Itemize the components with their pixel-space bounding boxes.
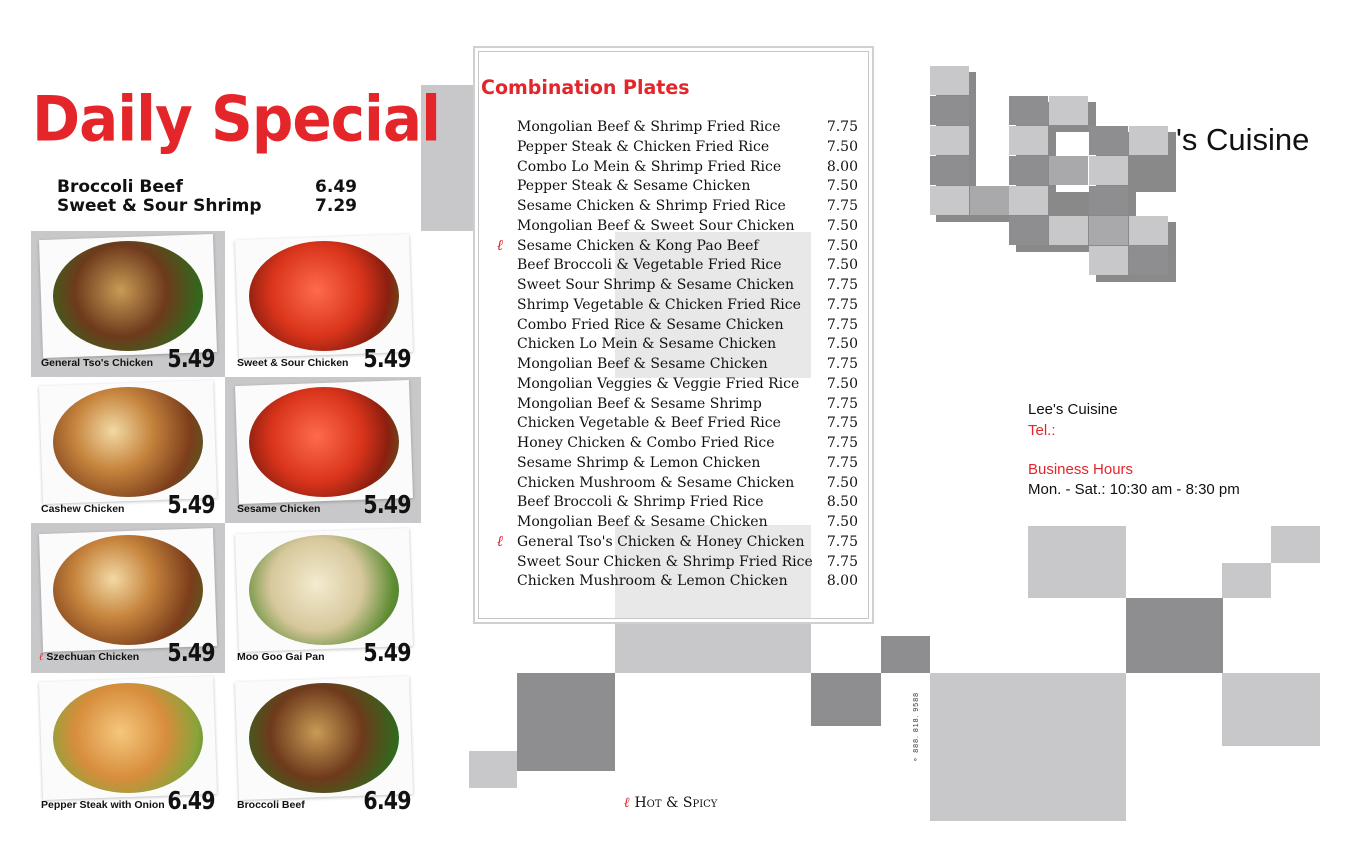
- combination-item-price: 8.00: [826, 573, 858, 590]
- dish-photo: [249, 241, 399, 351]
- combination-item: [517, 138, 858, 157]
- combination-item-name: Sesame Chicken & Kong Pao Beef: [517, 237, 759, 254]
- tel-label: Tel.:: [1028, 422, 1056, 439]
- combination-item-name: Chicken Mushroom & Sesame Chicken: [517, 474, 795, 491]
- phone-note: [912, 692, 924, 802]
- dish-card: [227, 673, 421, 819]
- dish-photo: [249, 535, 399, 645]
- dish-name: ℓ Szechuan Chicken: [39, 651, 140, 663]
- combination-item-name: Sweet Sour Shrimp & Sesame Chicken: [517, 277, 795, 293]
- combination-item-price: 7.75: [826, 533, 858, 550]
- combination-item-price: 7.75: [826, 316, 858, 333]
- combination-item-name: Combo Fried Rice & Sesame Chicken: [517, 316, 784, 333]
- daily-special-title: Daily Special: [32, 82, 440, 156]
- combination-item-price: 7.50: [826, 217, 858, 234]
- restaurant-name: Lee's Cuisine: [1028, 401, 1118, 418]
- combination-item-name: Combo Lo Mein & Shrimp Fried Rice: [517, 158, 782, 175]
- combination-item-name: Beef Broccoli & Shrimp Fried Rice: [517, 494, 764, 511]
- dish-price: 5.49: [167, 638, 215, 667]
- combination-item-name: Shrimp Vegetable & Chicken Fried Rice: [517, 296, 801, 313]
- combination-item-price: 7.75: [826, 395, 858, 412]
- combination-item-name: Sesame Chicken & Shrimp Fried Rice: [517, 198, 786, 214]
- combination-item: [517, 395, 858, 414]
- daily-special-item-price: 6.49: [315, 177, 357, 197]
- dish-card: [227, 377, 421, 523]
- combination-item-price: 7.75: [826, 356, 858, 372]
- combination-item: [517, 177, 858, 196]
- combination-item-price: 7.75: [826, 553, 858, 570]
- combination-item-price: 7.50: [826, 474, 858, 491]
- dish-price: 5.49: [167, 344, 215, 373]
- dish-card: [31, 377, 225, 523]
- combination-title: Combination Plates: [481, 76, 690, 100]
- dish-card: [31, 673, 225, 819]
- combination-item: [517, 533, 858, 552]
- combination-item: [517, 572, 858, 591]
- daily-special-item-price: 7.29: [315, 196, 357, 216]
- business-hours: Mon. - Sat.: 10:30 am - 8:30 pm: [1028, 481, 1240, 498]
- combination-item-name: Mongolian Beef & Sesame Chicken: [517, 514, 768, 530]
- dish-photo: [53, 683, 203, 793]
- combination-item: [517, 118, 858, 137]
- daily-special-item-name: Sweet & Sour Shrimp: [57, 196, 262, 216]
- daily-special-item-name: Broccoli Beef: [57, 177, 183, 197]
- phone-number: ⚬ 888. 818. 9588: [913, 692, 920, 763]
- combination-item-name: Chicken Mushroom & Lemon Chicken: [517, 573, 788, 590]
- dish-card: [31, 231, 225, 377]
- combination-item: [517, 474, 858, 493]
- combination-item: [517, 375, 858, 394]
- combination-item-price: 8.50: [826, 494, 858, 511]
- combination-item-name: Chicken Vegetable & Beef Fried Rice: [517, 415, 781, 432]
- dish-photo: [53, 535, 203, 645]
- combination-item-name: Pepper Steak & Sesame Chicken: [517, 178, 751, 195]
- combination-item: [517, 513, 858, 532]
- combination-item-price: 7.50: [826, 336, 858, 353]
- combination-item-name: Mongolian Beef & Shrimp Fried Rice: [517, 119, 781, 135]
- combination-item-price: 7.50: [826, 375, 858, 392]
- combination-item-name: Mongolian Beef & Sesame Shrimp: [517, 395, 762, 412]
- dish-price: 5.49: [363, 344, 411, 373]
- dish-card: [31, 525, 225, 671]
- combination-item: [517, 335, 858, 354]
- combination-item-price: 7.75: [826, 119, 858, 135]
- combination-item-price: 7.75: [826, 454, 858, 471]
- dish-price: 6.49: [363, 786, 411, 815]
- combination-item-price: 8.00: [826, 158, 858, 175]
- combination-item: [517, 158, 858, 177]
- combination-item: [517, 217, 858, 236]
- combination-item-price: 7.75: [826, 277, 858, 293]
- dish-price: 5.49: [167, 490, 215, 519]
- dish-photo: [249, 387, 399, 497]
- dish-card: [227, 231, 421, 377]
- dish-name: Cashew Chicken: [41, 503, 125, 515]
- combination-item-name: Chicken Lo Mein & Sesame Chicken: [517, 336, 777, 353]
- combination-item: [517, 256, 858, 275]
- combination-item-name: Honey Chicken & Combo Fried Rice: [517, 435, 775, 451]
- dish-name: Sweet & Sour Chicken: [237, 357, 349, 369]
- combination-item-price: 7.75: [826, 198, 858, 214]
- combination-item-price: 7.50: [826, 178, 858, 195]
- business-hours-label: Business Hours: [1028, 461, 1134, 478]
- lee-logo: [928, 64, 1178, 290]
- combination-item-price: 7.50: [826, 138, 858, 155]
- dish-price: 5.49: [363, 638, 411, 667]
- dish-name: Broccoli Beef: [237, 799, 305, 811]
- combination-item-price: 7.50: [826, 237, 858, 254]
- combination-item: [517, 434, 858, 453]
- chili-pepper-icon: ℓ: [497, 531, 504, 550]
- combination-item: [517, 276, 858, 295]
- combination-item-name: Sweet Sour Chicken & Shrimp Fried Rice: [517, 553, 813, 570]
- dish-name: Pepper Steak with Onion: [41, 799, 165, 811]
- daily-special-item: [57, 196, 357, 216]
- combination-item-name: Beef Broccoli & Vegetable Fried Rice: [517, 257, 782, 274]
- combination-item: [517, 454, 858, 473]
- logo-suffix: 's Cuisine: [1176, 122, 1310, 157]
- combination-item-price: 7.50: [826, 257, 858, 274]
- dish-name: Sesame Chicken: [237, 503, 321, 515]
- combination-item: [517, 316, 858, 335]
- combination-item-name: Pepper Steak & Chicken Fried Rice: [517, 138, 770, 155]
- chili-pepper-icon: ℓ: [497, 235, 504, 254]
- combination-item-price: 7.50: [826, 514, 858, 530]
- combination-item-price: 7.75: [826, 435, 858, 451]
- hot-spicy-legend: [624, 795, 717, 812]
- legend-label: Hot & Spicy: [634, 795, 718, 811]
- dish-name: Moo Goo Gai Pan: [237, 651, 325, 663]
- dish-photo: [53, 387, 203, 497]
- combination-item-name: Sesame Shrimp & Lemon Chicken: [517, 454, 761, 471]
- combination-item: [517, 197, 858, 216]
- dish-photo: [53, 241, 203, 351]
- combination-item-name: Mongolian Beef & Sweet Sour Chicken: [517, 217, 795, 234]
- combination-item: [517, 414, 858, 433]
- chili-pepper-icon: ℓ: [39, 651, 44, 663]
- combination-item: [517, 553, 858, 572]
- combination-item: [517, 237, 858, 256]
- combination-item-price: 7.75: [826, 415, 858, 432]
- chili-pepper-icon: ℓ: [624, 795, 630, 811]
- dish-price: 5.49: [363, 490, 411, 519]
- combination-item-name: Mongolian Veggies & Veggie Fried Rice: [517, 375, 800, 392]
- combination-item-name: General Tso's Chicken & Honey Chicken: [517, 533, 805, 550]
- dish-photo: [249, 683, 399, 793]
- dish-price: 6.49: [167, 786, 215, 815]
- combination-item: [517, 296, 858, 315]
- daily-special-item: [57, 177, 357, 197]
- combination-item: [517, 355, 858, 374]
- combination-item-price: 7.75: [826, 296, 858, 313]
- dish-card: [227, 525, 421, 671]
- dish-name: General Tso's Chicken: [41, 357, 154, 369]
- combination-item-name: Mongolian Beef & Sesame Chicken: [517, 356, 768, 372]
- combination-item: [517, 493, 858, 512]
- logo-squares: [930, 66, 1176, 282]
